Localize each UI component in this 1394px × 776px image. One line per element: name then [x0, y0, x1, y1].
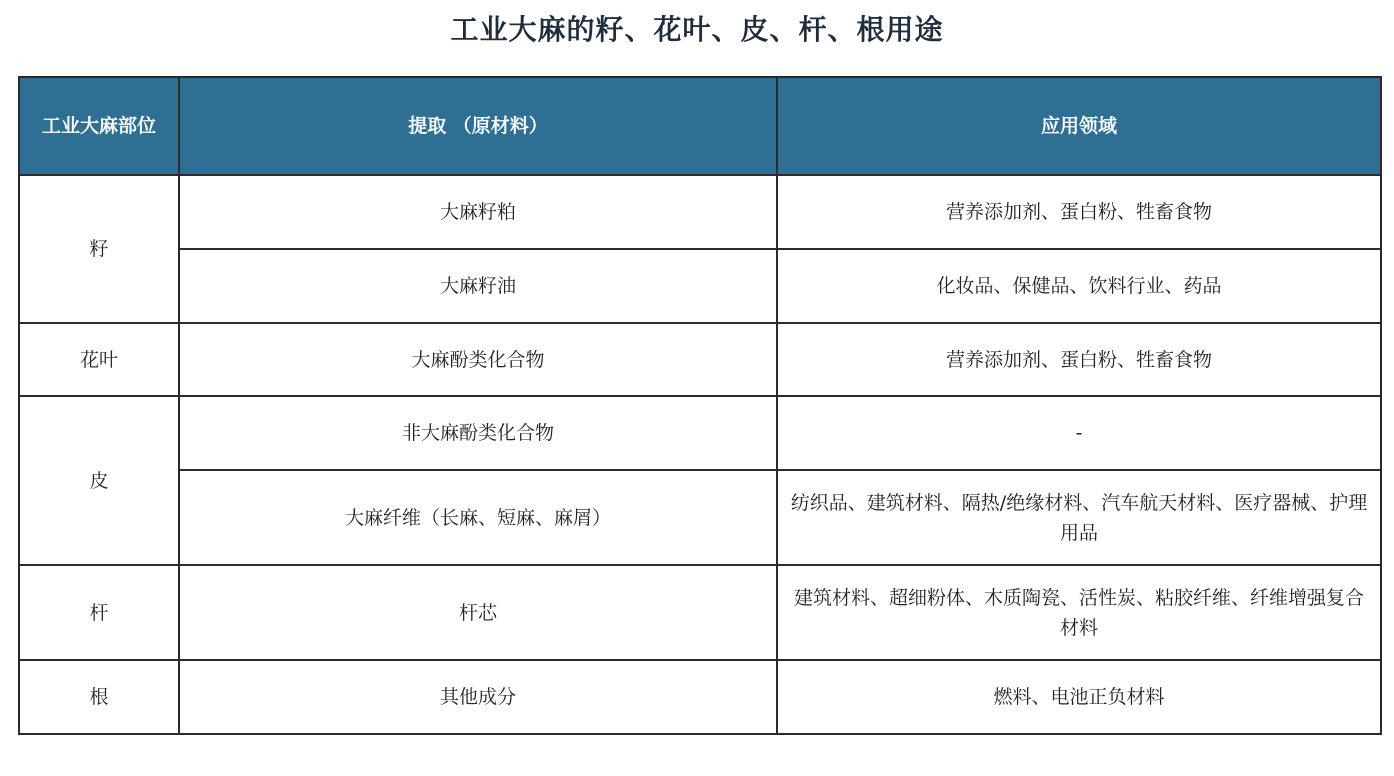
extract-cell: 杆芯 [179, 565, 777, 660]
table-row [19, 660, 1381, 734]
table-row [19, 175, 1381, 249]
part-cell-root: 根 [19, 660, 179, 734]
extract-cell: 大麻纤维（长麻、短麻、麻屑） [179, 470, 777, 565]
table-row [19, 470, 1381, 565]
page-title: 工业大麻的籽、花叶、皮、杆、根用途 [450, 13, 944, 46]
part-cell-seed: 籽 [19, 175, 179, 323]
extract-cell: 其他成分 [179, 660, 777, 734]
application-cell: 燃料、电池正负材料 [777, 660, 1381, 734]
application-cell: 营养添加剂、蛋白粉、牲畜食物 [777, 175, 1381, 249]
application-cell: 营养添加剂、蛋白粉、牲畜食物 [777, 323, 1381, 396]
application-cell: - [777, 396, 1381, 470]
header-extract: 提取 （原材料） [179, 77, 777, 175]
header-row [19, 77, 1381, 175]
part-cell-stalk: 杆 [19, 565, 179, 660]
table-row [19, 565, 1381, 660]
extract-cell: 大麻籽油 [179, 249, 777, 323]
application-cell: 建筑材料、超细粉体、木质陶瓷、活性炭、粘胶纤维、纤维增强复合材料 [777, 565, 1381, 660]
hemp-uses-table [18, 76, 1382, 735]
header-part: 工业大麻部位 [19, 77, 179, 175]
table-row [19, 249, 1381, 323]
part-cell-flower-leaf: 花叶 [19, 323, 179, 396]
extract-cell: 非大麻酚类化合物 [179, 396, 777, 470]
extract-cell: 大麻籽粕 [179, 175, 777, 249]
header-application: 应用领域 [777, 77, 1381, 175]
application-cell: 化妆品、保健品、饮料行业、药品 [777, 249, 1381, 323]
extract-cell: 大麻酚类化合物 [179, 323, 777, 396]
part-cell-bark: 皮 [19, 396, 179, 565]
application-cell: 纺织品、建筑材料、隔热/绝缘材料、汽车航天材料、医疗器械、护理用品 [777, 470, 1381, 565]
table-row [19, 323, 1381, 396]
table-row [19, 396, 1381, 470]
